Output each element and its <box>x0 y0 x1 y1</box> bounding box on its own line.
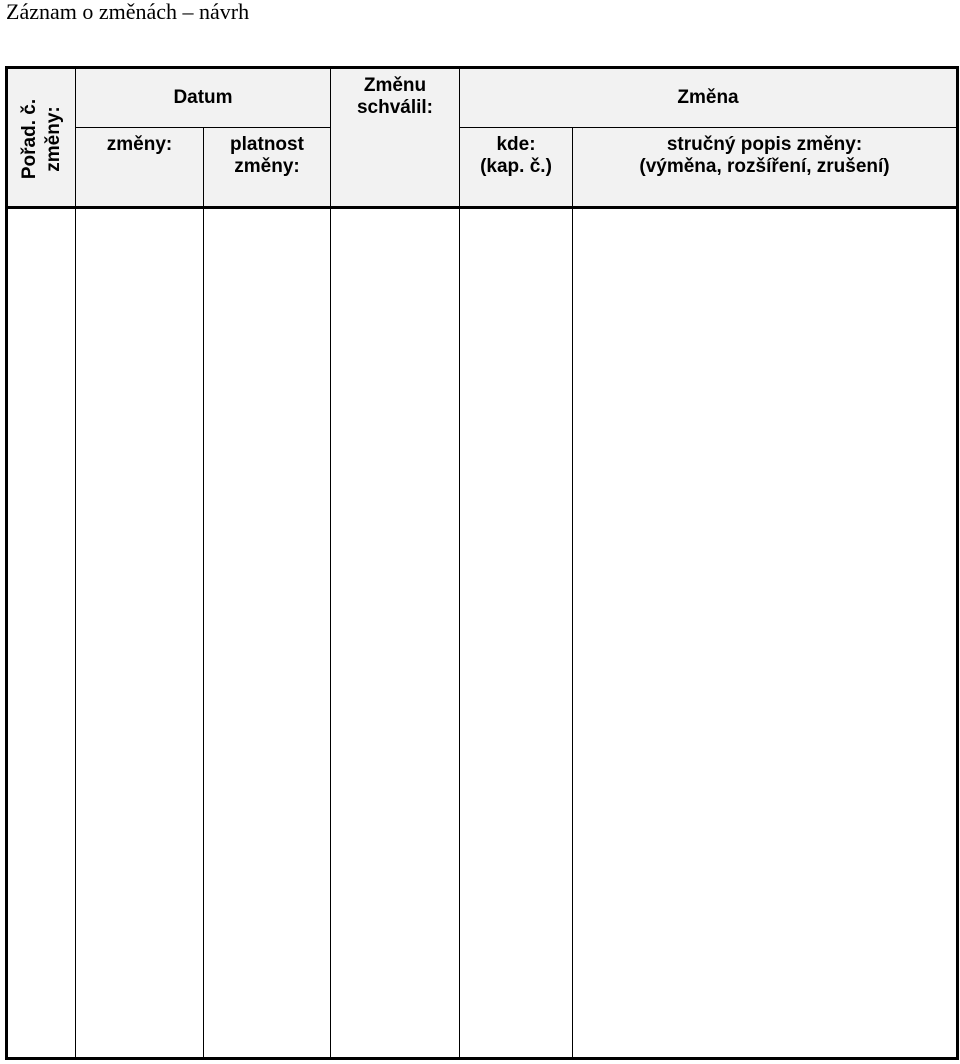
cell-platnost[interactable] <box>204 208 331 1059</box>
header-row-sub <box>7 128 958 208</box>
change-record-table <box>5 66 959 1060</box>
header-kde-line2: (kap. č.) <box>480 156 552 177</box>
cell-schvalil[interactable] <box>331 208 460 1059</box>
cell-kde[interactable] <box>460 208 573 1059</box>
header-porad-line1: Pořad. č. <box>19 98 40 180</box>
header-datum-zmeny: změny: <box>76 128 204 208</box>
header-porad-cislo <box>7 68 76 208</box>
table-row <box>7 208 958 1059</box>
cell-porad[interactable] <box>7 208 76 1059</box>
header-zmena: Změna <box>460 68 958 128</box>
header-popis-line1: stručný popis změny: <box>666 134 863 155</box>
document-title: Záznam o změnách – návrh <box>6 0 250 24</box>
header-schvalil-line1: Změnu <box>363 75 427 96</box>
header-platnost-line2: změny: <box>234 156 300 177</box>
header-kde <box>460 128 573 208</box>
header-popis-line2: (výměna, rozšíření, zrušení) <box>639 156 890 177</box>
header-kde-line1: kde: <box>496 134 536 155</box>
header-platnost <box>204 128 331 208</box>
header-datum: Datum <box>76 68 331 128</box>
cell-popis[interactable] <box>573 208 958 1059</box>
header-porad-line2: změny: <box>43 106 64 172</box>
header-schvalil-line2: schválil: <box>356 97 434 118</box>
cell-datum-zmeny[interactable] <box>76 208 204 1059</box>
header-platnost-line1: platnost <box>230 134 304 155</box>
header-row-top <box>7 68 958 128</box>
header-popis <box>573 128 958 208</box>
header-schvalil <box>331 68 460 208</box>
